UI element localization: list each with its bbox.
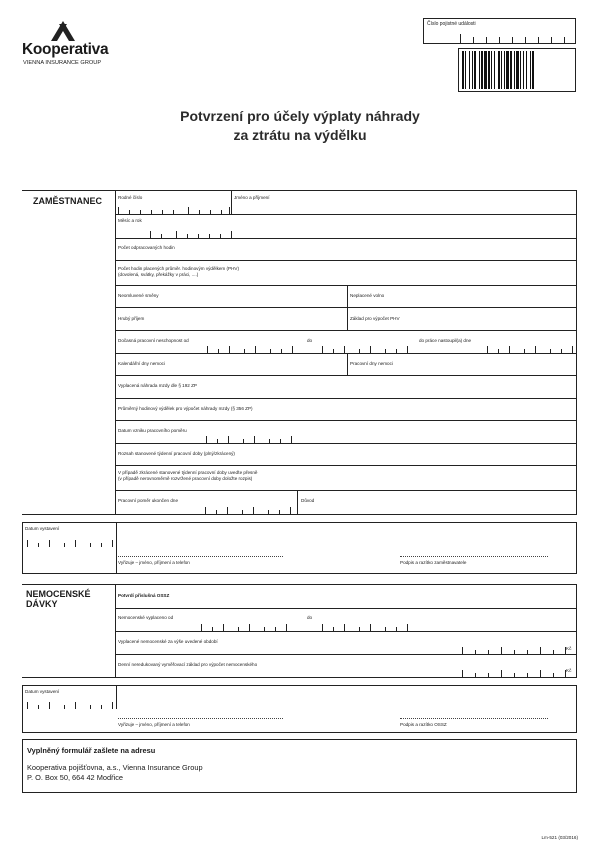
tick-mark <box>229 346 230 353</box>
tick-mark <box>231 231 232 238</box>
logo-name: Kooperativa <box>22 41 109 58</box>
phv-base-label: Základ pro výpočet PHV <box>350 316 400 321</box>
employer-issuer-label: Vyřizuje – jméno, příjmení a telefon <box>118 560 190 565</box>
currency-label: Kč <box>566 646 572 651</box>
tick-mark <box>322 624 323 631</box>
paid-compensation-label: Vyplacená náhrada mzdy dle § 192 ZP <box>118 383 197 388</box>
form-code: Lm-521 (03/2016) <box>541 835 578 840</box>
row-line <box>115 238 576 239</box>
tick-mark <box>129 210 130 214</box>
tick-mark <box>253 507 254 514</box>
employer-signature-box <box>22 522 577 574</box>
tick-mark <box>255 346 256 353</box>
tick-mark <box>550 349 551 353</box>
tick-mark <box>75 540 76 547</box>
barcode-bar <box>484 51 487 89</box>
tick-mark <box>385 349 386 353</box>
tick-mark <box>538 37 539 43</box>
tick-mark <box>564 37 565 43</box>
barcode-bar <box>530 51 531 89</box>
tick-mark <box>228 436 229 443</box>
barcode-bar <box>491 51 492 89</box>
tick-mark <box>207 346 208 353</box>
reason-label: Důvod <box>301 498 315 503</box>
barcode-bar <box>469 51 470 89</box>
tick-mark <box>486 37 487 43</box>
tick-mark <box>575 34 576 43</box>
barcode-bar <box>479 51 480 89</box>
daily-base-ticks <box>462 663 566 677</box>
ossz-issue-date-ticks <box>27 697 117 709</box>
tick-mark <box>512 37 513 43</box>
tick-mark <box>243 439 244 443</box>
row-line <box>115 631 576 632</box>
barcode-bar <box>494 51 495 89</box>
tick-mark <box>488 650 489 654</box>
incapacity-from-ticks <box>207 341 297 353</box>
employer-sign-divider <box>116 523 117 573</box>
birth-number-label: Rodné číslo <box>118 195 143 200</box>
tick-mark <box>221 210 222 214</box>
tick-mark <box>229 207 230 214</box>
tick-mark <box>487 346 488 353</box>
row-line <box>115 654 576 655</box>
tick-mark <box>275 627 276 631</box>
tick-mark <box>150 231 151 238</box>
tick-mark <box>535 346 536 353</box>
return-date-ticks <box>487 341 577 353</box>
address-line-2: P. O. Box 50, 664 42 Modřice <box>27 773 123 782</box>
tick-mark <box>38 543 39 547</box>
tick-mark <box>223 624 224 631</box>
barcode-bar <box>506 51 509 89</box>
tick-mark <box>396 349 397 353</box>
sickness-from-ticks <box>201 619 291 631</box>
tick-mark <box>514 650 515 654</box>
sickness-amount-label: Vyplacené nemocenské za výše uvedené období <box>118 639 218 644</box>
tick-mark <box>501 670 502 677</box>
tick-mark <box>527 650 528 654</box>
row-line <box>115 353 576 354</box>
barcode-bar <box>523 51 524 89</box>
employer-issue-date-ticks <box>27 535 117 547</box>
employment-start-ticks <box>206 431 296 443</box>
tick-mark <box>161 234 162 238</box>
row-line <box>115 608 576 609</box>
tick-mark <box>269 439 270 443</box>
employer-issuer-line[interactable] <box>118 556 283 557</box>
tick-mark <box>475 650 476 654</box>
tick-mark <box>238 627 239 631</box>
row-split <box>347 353 348 375</box>
tick-mark <box>553 650 554 654</box>
tick-mark <box>217 439 218 443</box>
working-days-label: Pracovní dny nemoci <box>350 361 393 366</box>
ossz-signature-label: Podpis a razítko OSSZ <box>400 722 447 727</box>
event-number-ticks <box>460 19 576 43</box>
excused-shifts-label: Neomluvené směny <box>118 293 159 298</box>
barcode-bar <box>481 51 483 89</box>
sickness-top-rule <box>22 584 577 585</box>
tick-mark <box>27 702 28 709</box>
ossz-issuer-line[interactable] <box>118 718 283 719</box>
tick-mark <box>286 624 287 631</box>
tick-mark <box>201 624 202 631</box>
tick-mark <box>344 346 345 353</box>
row-split <box>297 490 298 514</box>
tick-mark <box>540 670 541 677</box>
reduced-hours-label-1: V případě zkrácené stanovené týdenní pracovní doby uveďte přesně <box>118 470 258 475</box>
tick-mark <box>162 210 163 214</box>
tick-mark <box>49 540 50 547</box>
tick-mark <box>118 207 119 214</box>
tick-mark <box>112 702 113 709</box>
tick-mark <box>176 231 177 238</box>
barcode-bar <box>504 51 505 89</box>
tick-mark <box>220 234 221 238</box>
tick-mark <box>572 346 573 353</box>
address-title: Vyplněný formulář zašlete na adresu <box>27 746 156 755</box>
tick-mark <box>173 210 174 214</box>
tick-mark <box>244 349 245 353</box>
tick-mark <box>292 346 293 353</box>
row-line <box>115 443 576 444</box>
barcode-bar <box>472 51 473 89</box>
sickness-amount-ticks <box>462 640 566 654</box>
event-number-field[interactable] <box>423 18 576 44</box>
tick-mark <box>101 543 102 547</box>
tick-mark <box>198 234 199 238</box>
tick-mark <box>270 349 271 353</box>
row-line <box>115 420 576 421</box>
unpaid-leave-label: Neplacené volno <box>350 293 385 298</box>
barcode <box>458 48 576 92</box>
row-split <box>347 285 348 330</box>
row-line <box>115 330 576 331</box>
tick-mark <box>112 540 113 547</box>
gross-income-label: Hrubý příjem <box>118 316 145 321</box>
tick-mark <box>551 37 552 43</box>
tick-mark <box>49 702 50 709</box>
employer-signature-line[interactable] <box>400 556 548 557</box>
barcode-bar <box>514 51 515 89</box>
tick-mark <box>498 349 499 353</box>
tick-mark <box>218 349 219 353</box>
barcode-bar <box>474 51 476 89</box>
calendar-days-label: Kalendářní dny nemoci <box>118 361 165 366</box>
tick-mark <box>333 627 334 631</box>
barcode-bar <box>488 51 490 89</box>
tick-mark <box>290 507 291 514</box>
incapacity-to-ticks <box>322 341 412 353</box>
employer-bottom-rule <box>22 514 577 515</box>
tick-mark <box>396 627 397 631</box>
ossz-issuer-label: Vyřizuje – jméno, příjmení a telefon <box>118 722 190 727</box>
tick-mark <box>407 624 408 631</box>
row-line <box>115 260 576 261</box>
tick-mark <box>206 436 207 443</box>
name-surname-label: Jméno a příjmení <box>234 195 270 200</box>
tick-mark <box>460 34 461 43</box>
barcode-bar <box>462 51 464 89</box>
sickness-title-2: DÁVKY <box>26 599 58 609</box>
tick-mark <box>249 624 250 631</box>
row-line <box>115 375 576 376</box>
hours-avg-label-1: Počet hodin placených průměr. hodinovým výdělkem (PHV) <box>118 266 240 271</box>
hours-worked-label: Počet odpracovaných hodin <box>118 245 175 250</box>
barcode-icon <box>461 51 573 89</box>
tick-mark <box>525 37 526 43</box>
birth-number-ticks <box>118 200 230 214</box>
tick-mark <box>210 210 211 214</box>
hours-avg-label-2: (dovolená, svátky, překážky v práci, ....) <box>118 272 199 277</box>
tick-mark <box>359 349 360 353</box>
tick-mark <box>509 346 510 353</box>
tick-mark <box>101 705 102 709</box>
tick-mark <box>385 627 386 631</box>
tick-mark <box>90 705 91 709</box>
tick-mark <box>291 436 292 443</box>
form-title-line1: Potvrzení pro účely výplaty náhrady <box>180 108 420 124</box>
sickness-right-border <box>576 584 577 677</box>
barcode-bar <box>510 51 512 89</box>
employment-end-ticks <box>205 500 295 514</box>
tick-mark <box>359 627 360 631</box>
employer-issue-date-label: Datum vystavení <box>25 526 60 531</box>
sickness-to-label: do <box>307 615 313 620</box>
tick-mark <box>280 439 281 443</box>
tick-mark <box>264 627 265 631</box>
reduced-hours-label-2: (v případě nerovnoměrně rozvržené pracovní doby doložte rozpis) <box>118 476 253 481</box>
address-line-1: Kooperativa pojišťovna, a.s., Vienna Insurance Group <box>27 763 203 772</box>
row-line <box>115 307 576 308</box>
tick-mark <box>462 670 463 677</box>
employer-section-title: ZAMĚSTNANEC <box>33 196 102 206</box>
tick-mark <box>64 705 65 709</box>
tick-mark <box>561 349 562 353</box>
avg-hourly-label: Průměrný hodinový výdělek pro výpočet náhrady mzdy (§ 356 ZP) <box>118 406 253 411</box>
ossz-issue-date-label: Datum vystavení <box>25 689 60 694</box>
tick-mark <box>370 346 371 353</box>
incapacity-to-label: do <box>307 338 313 343</box>
barcode-bar <box>526 51 527 89</box>
incapacity-from-label: Dočasná pracovní neschopnost od <box>118 338 189 343</box>
tick-mark <box>90 543 91 547</box>
barcode-bar <box>516 51 519 89</box>
barcode-bar <box>532 51 534 89</box>
tick-mark <box>75 702 76 709</box>
tick-mark <box>140 210 141 214</box>
tick-mark <box>524 349 525 353</box>
barcode-bar <box>465 51 466 89</box>
daily-base-label: Denní neredukovaný vyměřovací základ pro výpočet nemocenského <box>118 662 258 667</box>
row-line <box>115 398 576 399</box>
tick-mark <box>322 346 323 353</box>
sickness-bottom-rule <box>22 677 577 678</box>
form-title-line2: za ztrátu na výdělku <box>233 127 367 143</box>
tick-mark <box>188 207 189 214</box>
row-line <box>115 490 576 491</box>
tick-mark <box>473 37 474 43</box>
sickness-title-1: NEMOCENSKÉ <box>26 589 91 599</box>
month-year-ticks <box>150 224 240 238</box>
tick-mark <box>187 234 188 238</box>
tick-mark <box>501 647 502 654</box>
weekly-hours-label: Rozsah stanovené týdenní pracovní doby (plný/zkrácený) <box>118 451 235 456</box>
row-split <box>231 190 232 214</box>
tick-mark <box>281 349 282 353</box>
tick-mark <box>212 627 213 631</box>
tick-mark <box>499 37 500 43</box>
ossz-signature-line[interactable] <box>400 718 548 719</box>
return-date-label: do práce nastoupil(a) dne <box>419 338 472 343</box>
tick-mark <box>254 436 255 443</box>
ossz-confirm-label: Potvrdí příslušná OSSZ <box>118 593 170 598</box>
row-line <box>115 465 576 466</box>
tick-mark <box>227 507 228 514</box>
ossz-signature-box <box>22 685 577 733</box>
event-number-label: Číslo pojistné události <box>427 21 476 27</box>
sickness-to-ticks <box>322 619 412 631</box>
row-line <box>115 285 576 286</box>
tick-mark <box>209 234 210 238</box>
tick-mark <box>205 507 206 514</box>
employer-signature-label: Podpis a razítko zaměstnavatele <box>400 560 467 565</box>
tick-mark <box>199 210 200 214</box>
barcode-bar <box>520 51 521 89</box>
tick-mark <box>27 540 28 547</box>
barcode-bar <box>498 51 500 89</box>
row-line <box>115 214 576 215</box>
tick-mark <box>540 647 541 654</box>
tick-mark <box>344 624 345 631</box>
tick-mark <box>462 647 463 654</box>
employer-top-rule <box>22 190 577 191</box>
currency-label: Kč <box>566 668 572 673</box>
tick-mark <box>370 624 371 631</box>
barcode-bar <box>501 51 502 89</box>
month-year-label: Měsíc a rok <box>118 218 142 223</box>
tick-mark <box>333 349 334 353</box>
tick-mark <box>64 543 65 547</box>
sickness-from-label: Nemocenské vyplaceno od <box>118 615 174 620</box>
logo-subtitle: VIENNA INSURANCE GROUP <box>23 60 102 66</box>
tick-mark <box>151 210 152 214</box>
tick-mark <box>38 705 39 709</box>
employment-start-label: Datum vzniku pracovního poměru <box>118 428 187 433</box>
tick-mark <box>407 346 408 353</box>
employment-end-label: Pracovní poměr ukončen dne <box>118 498 179 503</box>
